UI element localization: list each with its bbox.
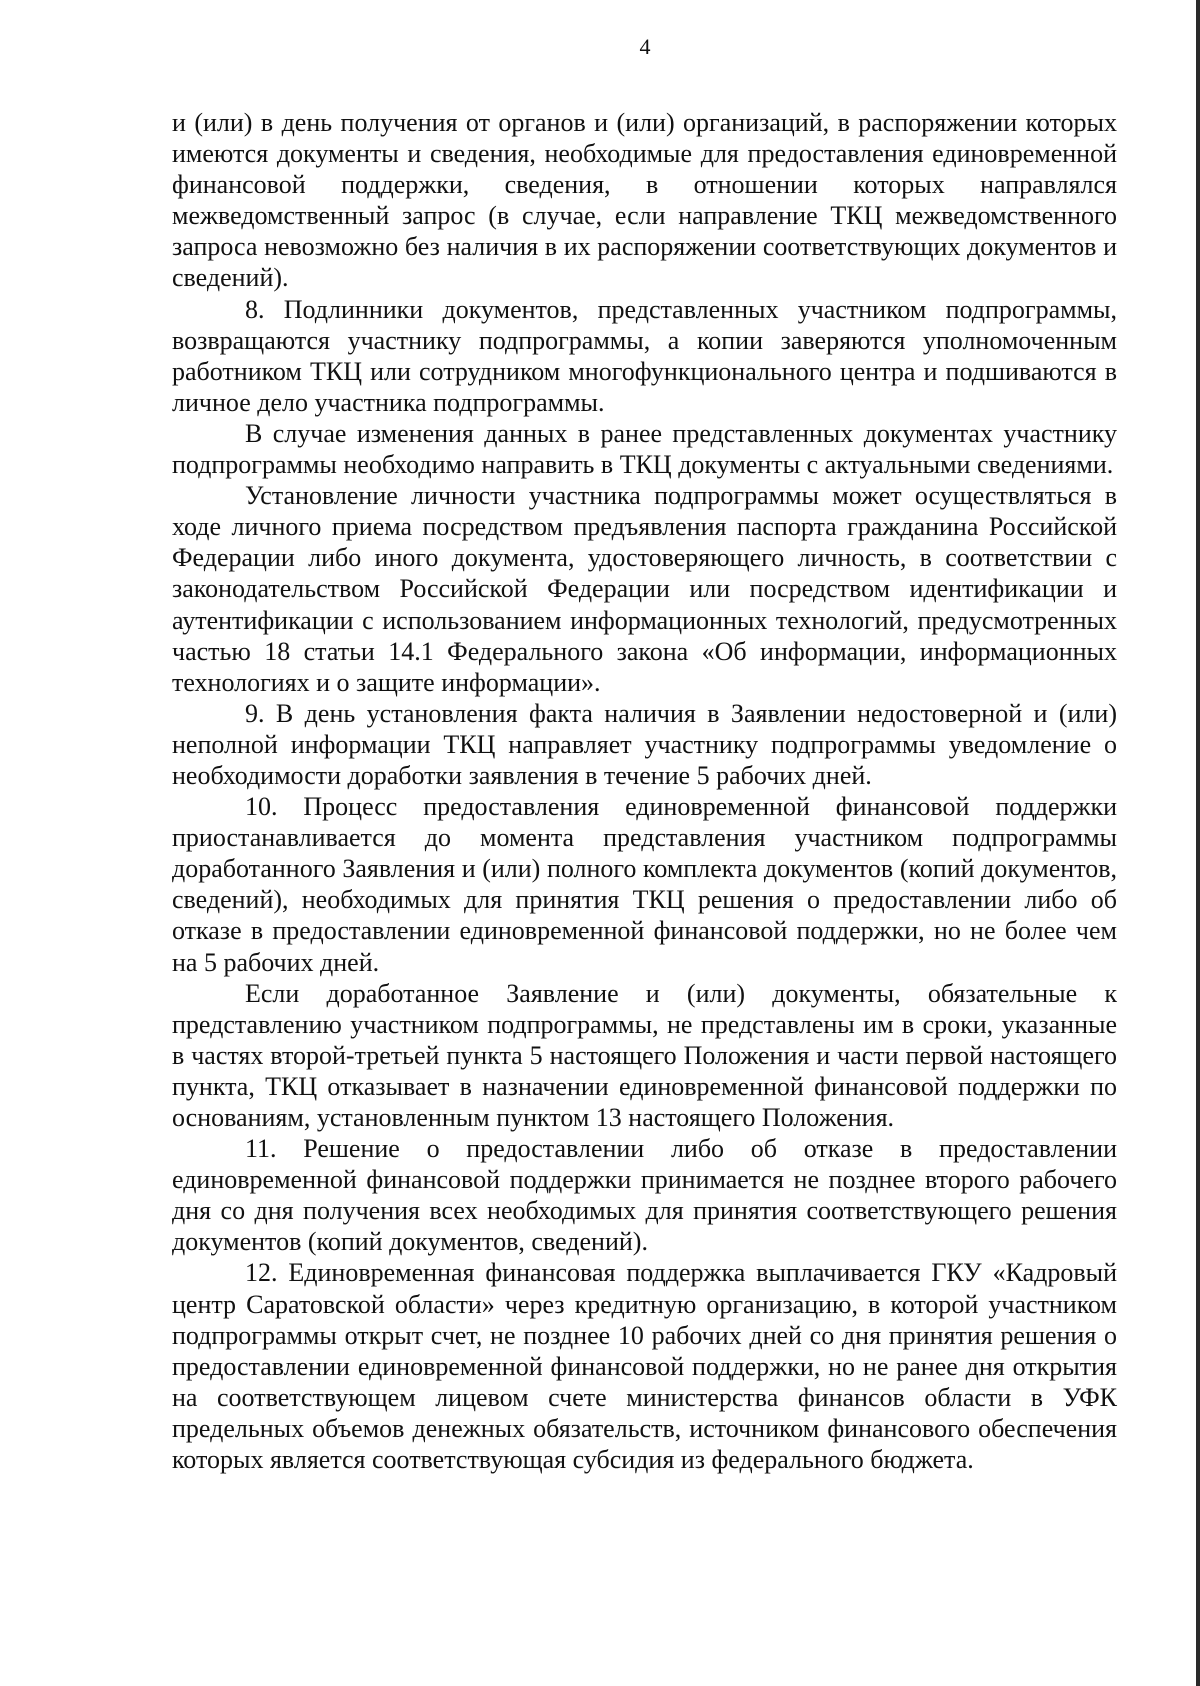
scan-edge: [1196, 0, 1200, 1686]
paragraph-item-10-refusal: Если доработанное Заявление и (или) документы, обязательные к представлению участником подпрограммы, не представлены им в сроки, указанные в частях второй-третьей пункта 5 настоящего Положения и части первой настоящего пункта, ТКЦ отказывает в назначении единовременной финансовой поддержки по основаниям, установленным пунктом 13 настоящего Положения.: [172, 978, 1117, 1132]
paragraph-item-11: 11. Решение о предоставлении либо об отказе в предоставлении единовременной финансовой поддержки принимается не позднее второго рабочего дня со дня получения всех необходимых для принятия соответствующего решения документов (копий документов, сведений).: [172, 1134, 1117, 1257]
paragraph-item-8-changes: В случае изменения данных в ранее представленных документах участнику подпрограммы необходимо направить в ТКЦ документы с актуальными сведениями.: [172, 418, 1117, 480]
paragraph-item-12: 12. Единовременная финансовая поддержка выплачивается ГКУ «Кадровый центр Саратовской области» через кредитную организацию, в которой участником подпрограммы открыт счет, не позднее 10 рабочих дней со дня принятия решения о предоставлении единовременной финансовой поддержки, но не ранее дня открытия на соответствующем лицевом счете министерства финансов области в УФК предельных объемов денежных обязательств, источником финансового обеспечения которых является соответствующая субсидия из федерального бюджета.: [172, 1258, 1117, 1475]
paragraph-continuation: и (или) в день получения от органов и (или) организаций, в распоряжении которых имеются документы и сведения, необходимые для предоставления единовременной финансовой поддержки, сведения, в отношении которых направлялся межведомственный запрос (в случае, если направление ТКЦ межведомственного запроса невозможно без наличия в их распоряжении соответствующих документов и сведений).: [172, 108, 1117, 293]
paragraph-item-10: 10. Процесс предоставления единовременной финансовой поддержки приостанавливается до момента представления участником подпрограммы доработанного Заявления и (или) полного комплекта документов (копий документов, сведений), необходимых для принятия ТКЦ решения о предоставлении либо об отказе в предоставлении единовременной финансовой поддержки, но не более чем на 5 рабочих дней.: [172, 792, 1117, 977]
paragraph-item-8-identification: Установление личности участника подпрограммы может осуществляться в ходе личного приема посредством предъявления паспорта гражданина Российской Федерации либо иного документа, удостоверяющего личность, в соответствии с законодательством Российской Федерации или посредством идентификации и аутентификации с использованием информационных технологий, предусмотренных частью 18 статьи 14.1 Федерального закона «Об информации, информационных технологиях и о защите информации».: [172, 481, 1117, 697]
page-number: 4: [639, 34, 651, 59]
paragraph-item-8: 8. Подлинники документов, представленных участником подпрограммы, возвращаются участнику подпрограммы, а копии заверяются уполномоченным работником ТКЦ или сотрудником многофункционального центра и подшиваются в личное дело участника подпрограммы.: [172, 294, 1117, 417]
document-body: [172, 107, 1117, 1475]
paragraph-item-9: 9. В день установления факта наличия в Заявлении недостоверной и (или) неполной информации ТКЦ направляет участнику подпрограммы уведомление о необходимости доработки заявления в течение 5 рабочих дней.: [172, 698, 1117, 790]
